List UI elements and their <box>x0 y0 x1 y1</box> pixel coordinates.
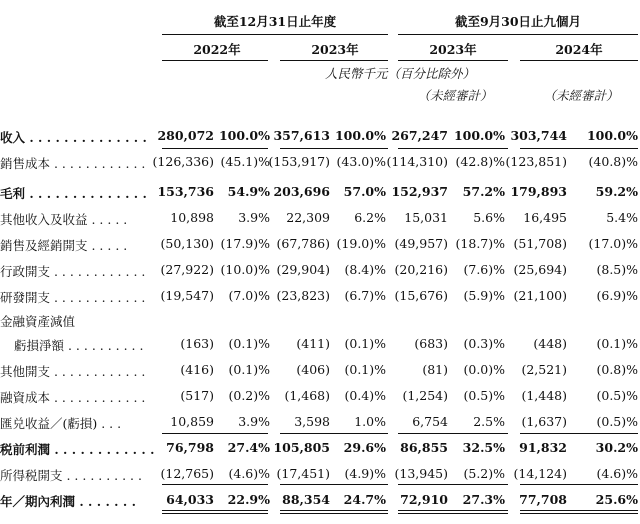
total-rule <box>520 513 638 514</box>
subtotal-rule <box>280 148 388 149</box>
amount-cell: (416) <box>180 362 214 377</box>
amount-cell: 64,033 <box>166 492 214 507</box>
amount-cell: 303,744 <box>510 128 567 143</box>
percent-cell: 32.5% <box>462 440 505 455</box>
year-header-2023-9m: 2023年 <box>429 42 477 57</box>
amount-cell: (67,786) <box>276 236 330 251</box>
amount-cell: 3,598 <box>294 414 330 429</box>
percent-cell: 6.2% <box>354 210 386 225</box>
table-row <box>0 184 640 206</box>
amount-cell: (81) <box>422 362 448 377</box>
table-row <box>0 388 640 410</box>
subtotal-rule <box>280 484 388 485</box>
percent-cell: 57.0% <box>343 184 386 199</box>
amount-cell: (12,765) <box>160 466 214 481</box>
row-label: 研發開支 . . . . . . . . . . . . <box>0 290 146 305</box>
percent-cell: 5.6% <box>473 210 505 225</box>
table-row <box>0 362 640 384</box>
subtotal-rule <box>520 148 638 149</box>
percent-cell: (0.8)% <box>596 362 638 377</box>
row-label: 行政開支 . . . . . . . . . . . . <box>0 264 146 279</box>
amount-cell: (123,851) <box>505 154 567 169</box>
table-row <box>0 128 640 150</box>
percent-cell: 27.4% <box>227 440 270 455</box>
table-row <box>0 236 640 258</box>
percent-cell: (40.8)% <box>588 154 638 169</box>
percent-cell: (0.1)% <box>228 336 270 351</box>
amount-cell: (51,708) <box>513 236 567 251</box>
amount-cell: (25,694) <box>513 262 567 277</box>
amount-cell: (19,547) <box>160 288 214 303</box>
percent-cell: 27.3% <box>462 492 505 507</box>
percent-cell: (5.2)% <box>463 466 505 481</box>
amount-cell: 16,495 <box>523 210 567 225</box>
percent-cell: 59.2% <box>595 184 638 199</box>
percent-cell: (0.4)% <box>344 388 386 403</box>
percent-cell: (5.9)% <box>463 288 505 303</box>
subtotal-rule <box>398 148 508 149</box>
percent-cell: (17.9)% <box>220 236 270 251</box>
total-rule <box>398 513 508 514</box>
row-label: 所得税開支 . . . . . . . . . . <box>0 468 142 483</box>
table-row <box>0 288 640 310</box>
amount-cell: (1,468) <box>284 388 330 403</box>
amount-cell: (29,904) <box>276 262 330 277</box>
subtotal-rule <box>398 484 508 485</box>
subtotal-rule <box>520 484 638 485</box>
percent-cell: 100.0% <box>453 128 505 143</box>
percent-cell: (43.0)% <box>336 154 386 169</box>
amount-cell: 88,354 <box>282 492 330 507</box>
row-label: 收入 . . . . . . . . . . . . . . <box>0 130 147 145</box>
unaudited-note: （未經審計） <box>417 88 493 103</box>
percent-cell: (8.4)% <box>344 262 386 277</box>
table-row <box>0 210 640 232</box>
amount-cell: 10,898 <box>170 210 214 225</box>
percent-cell: (0.1)% <box>596 336 638 351</box>
percent-cell: (0.2)% <box>228 388 270 403</box>
amount-cell: (49,957) <box>394 236 448 251</box>
percent-cell: (0.5)% <box>596 414 638 429</box>
percent-cell: 1.0% <box>354 414 386 429</box>
amount-cell: (21,100) <box>513 288 567 303</box>
amount-cell: (50,130) <box>160 236 214 251</box>
subtotal-rule <box>162 484 268 485</box>
year-header-2022: 2022年 <box>193 42 241 57</box>
percent-cell: (10.0)% <box>220 262 270 277</box>
header-group-nine-months: 截至9月30日止九個月 <box>454 14 582 29</box>
amount-cell: 91,832 <box>519 440 567 455</box>
percent-cell: 22.9% <box>227 492 270 507</box>
percent-cell: 54.9% <box>227 184 270 199</box>
table-row <box>0 336 640 358</box>
amount-cell: (17,451) <box>276 466 330 481</box>
amount-cell: 76,798 <box>166 440 214 455</box>
year-rule <box>398 60 508 61</box>
row-label: 銷售成本 . . . . . . . . . . . . <box>0 156 146 171</box>
row-label: 匯兑收益／(虧損) . . . <box>0 416 122 431</box>
total-rule <box>162 510 268 511</box>
percent-cell: (19.0)% <box>336 236 386 251</box>
amount-cell: 357,613 <box>273 128 330 143</box>
percent-cell: 30.2% <box>595 440 638 455</box>
percent-cell: (4.6)% <box>228 466 270 481</box>
percent-cell: (4.6)% <box>596 466 638 481</box>
row-label: 毛利 . . . . . . . . . . . . . . <box>0 186 147 201</box>
year-rule <box>280 60 388 61</box>
amount-cell: 15,031 <box>404 210 448 225</box>
percent-cell: (0.5)% <box>463 388 505 403</box>
year-rule <box>520 60 638 61</box>
row-label: 銷售及經銷開支 . . . . . <box>0 238 128 253</box>
amount-cell: 86,855 <box>400 440 448 455</box>
row-label: 其他收入及收益 . . . . . <box>0 212 128 227</box>
amount-cell: 77,708 <box>519 492 567 507</box>
percent-cell: (7.0)% <box>228 288 270 303</box>
table-row <box>0 440 640 462</box>
subtotal-rule <box>280 433 388 434</box>
amount-cell: (2,521) <box>521 362 567 377</box>
unit-note: 人民幣千元（百分比除外） <box>324 66 475 81</box>
table-row <box>0 154 640 176</box>
year-header-2023: 2023年 <box>311 42 359 57</box>
year-header-2024-9m: 2024年 <box>555 42 603 57</box>
amount-cell: (1,637) <box>521 414 567 429</box>
header-rule <box>162 34 388 35</box>
percent-cell: 100.0% <box>586 128 638 143</box>
percent-cell: 100.0% <box>334 128 386 143</box>
row-label: 融資成本 . . . . . . . . . . . . <box>0 390 146 405</box>
total-rule <box>398 510 508 511</box>
row-label: 税前利潤 . . . . . . . . . . . . <box>0 442 155 457</box>
year-rule <box>162 60 268 61</box>
percent-cell: 2.5% <box>473 414 505 429</box>
amount-cell: (411) <box>296 336 330 351</box>
amount-cell: (126,336) <box>152 154 214 169</box>
amount-cell: (114,310) <box>386 154 448 169</box>
percent-cell: 29.6% <box>343 440 386 455</box>
amount-cell: (1,448) <box>521 388 567 403</box>
unaudited-note: （未經審計） <box>543 88 619 103</box>
percent-cell: (42.8)% <box>455 154 505 169</box>
percent-cell: (4.9)% <box>344 466 386 481</box>
row-label: 金融資產減值 <box>0 314 76 329</box>
amount-cell: 153,736 <box>157 184 214 199</box>
total-rule <box>280 513 388 514</box>
amount-cell: (517) <box>180 388 214 403</box>
percent-cell: (0.3)% <box>463 336 505 351</box>
percent-cell: (0.1)% <box>344 362 386 377</box>
amount-cell: 105,805 <box>273 440 330 455</box>
row-label: 年／期內利潤 . . . . . . . <box>0 494 136 509</box>
subtotal-rule <box>398 433 508 434</box>
header-group-annual: 截至12月31日止年度 <box>213 14 337 29</box>
amount-cell: (20,216) <box>394 262 448 277</box>
amount-cell: (1,254) <box>402 388 448 403</box>
amount-cell: 6,754 <box>412 414 448 429</box>
percent-cell: (0.5)% <box>596 388 638 403</box>
amount-cell: (23,823) <box>276 288 330 303</box>
total-rule <box>162 513 268 514</box>
amount-cell: 22,309 <box>286 210 330 225</box>
table-row <box>0 262 640 284</box>
subtotal-rule <box>520 433 638 434</box>
total-rule <box>520 510 638 511</box>
percent-cell: 24.7% <box>343 492 386 507</box>
percent-cell: 5.4% <box>606 210 638 225</box>
amount-cell: 152,937 <box>391 184 448 199</box>
amount-cell: (14,124) <box>513 466 567 481</box>
percent-cell: (0.1)% <box>228 362 270 377</box>
amount-cell: 72,910 <box>400 492 448 507</box>
amount-cell: (448) <box>533 336 567 351</box>
percent-cell: (6.9)% <box>596 288 638 303</box>
percent-cell: (0.1)% <box>344 336 386 351</box>
percent-cell: 100.0% <box>218 128 270 143</box>
amount-cell: 267,247 <box>391 128 448 143</box>
subtotal-rule <box>162 148 268 149</box>
row-label: 虧損淨額 . . . . . . . . . . <box>14 338 144 353</box>
subtotal-rule <box>162 433 268 434</box>
amount-cell: 280,072 <box>157 128 214 143</box>
total-rule <box>280 510 388 511</box>
amount-cell: (13,945) <box>394 466 448 481</box>
amount-cell: (15,676) <box>394 288 448 303</box>
percent-cell: (8.5)% <box>596 262 638 277</box>
amount-cell: (406) <box>296 362 330 377</box>
percent-cell: (7.6)% <box>463 262 505 277</box>
amount-cell: 179,893 <box>510 184 567 199</box>
amount-cell: (153,917) <box>268 154 330 169</box>
percent-cell: (0.0)% <box>463 362 505 377</box>
table-row <box>0 312 640 334</box>
percent-cell: (45.1)% <box>220 154 270 169</box>
percent-cell: 25.6% <box>595 492 638 507</box>
percent-cell: (18.7)% <box>455 236 505 251</box>
amount-cell: (27,922) <box>160 262 214 277</box>
header-rule <box>398 34 638 35</box>
row-label: 其他開支 . . . . . . . . . . . . <box>0 364 146 379</box>
amount-cell: (163) <box>180 336 214 351</box>
percent-cell: (6.7)% <box>344 288 386 303</box>
amount-cell: 203,696 <box>273 184 330 199</box>
percent-cell: 57.2% <box>462 184 505 199</box>
amount-cell: 10,859 <box>170 414 214 429</box>
amount-cell: (683) <box>414 336 448 351</box>
percent-cell: 3.9% <box>238 210 270 225</box>
percent-cell: 3.9% <box>238 414 270 429</box>
percent-cell: (17.0)% <box>588 236 638 251</box>
